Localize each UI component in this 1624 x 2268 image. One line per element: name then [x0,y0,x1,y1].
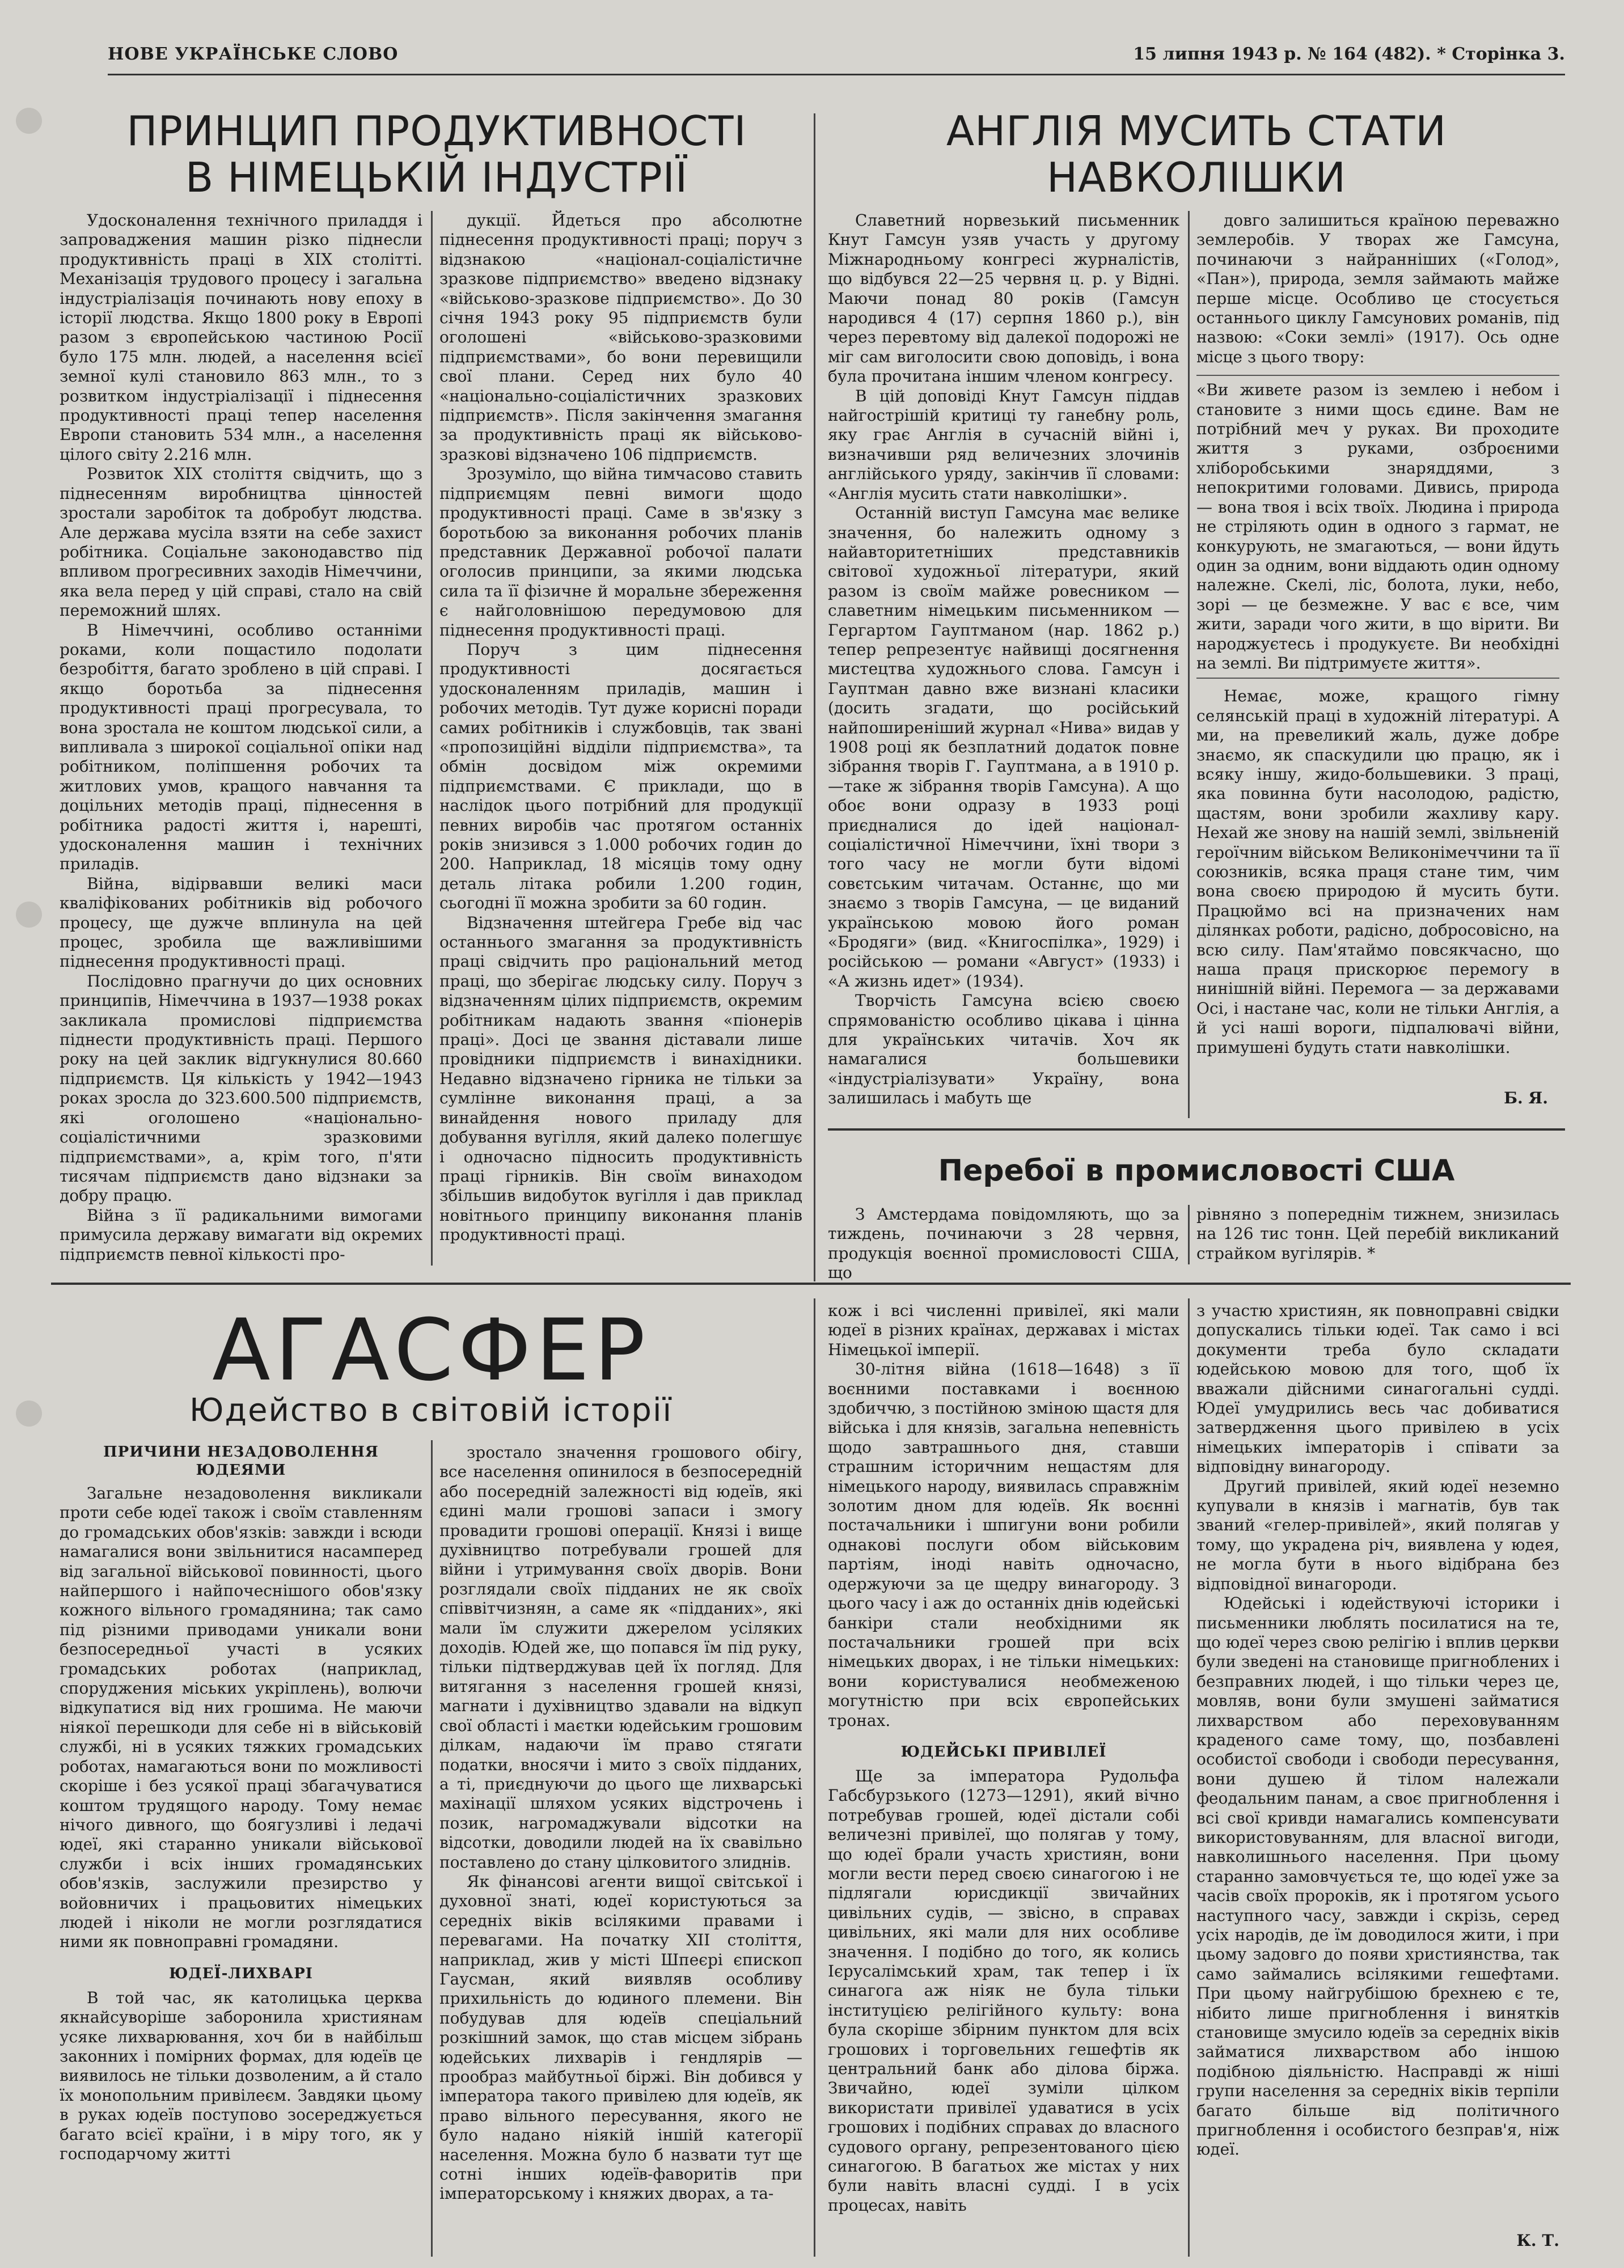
column-divider [1188,1205,1190,1264]
page-divider [51,1283,1571,1285]
issue-date: 15 липня 1943 р. № 164 (482). * Сторінка 3. [1133,44,1565,64]
section-divider [828,1128,1565,1131]
article4-subtitle: Юдейство в світовій історії [189,1392,673,1429]
article2-column-2: довго залишиться країною переважно землеробів. У творах же Гамсуна, починаючи з найранніших («Голод», «Пан»), природа, земля займають майже перше місце. Особливо це стосується останнього циклу Гамсунових романів, під назвою: «Соки землі» (1917). Ось одне місце з цього твору: «Ви живете разом із землею і небом і становите з ними щось єдине. Вам не потрібний меч у руках. Ви проходите життя з руками, озброєними хліборобськими знаряддями, з непокритими головами. Дивись, природа — вона твоя і всіх твоїх. Людина і природа не стріляють один в одного з гармат, не конкурують, не змагаються, — вони йдуть один за одним, вони віддають один одному належне. Скелі, ліс, болота, луки, небо, зорі — це безмежне. У вас є все, чим жити, заради чого жити, в що вірити. Ви народжуєтесь і продукуєте. Ви необхідні на землі. Ви підтримуєте життя». Немає, може, кращого гімну селянській праці в художній літературі. А ми, на превеликий жаль, дуже добре знаємо, як спаскудили цю працю, як і всяку іншу, жидо-большевики. З праці, яка повинна бути насолодою, радістю, щастям, вони зробили жахливу кару. Нехай же знову на нашій землі, звільненій героїчним військом Великонімеччини та її союзників, всяка праця стане тим, чим вона своєю природою й мусить бути. Працюймо всі на призначених нам ділянках роботи, радісно, добросовісно, на всю силу. Пам'ятаймо повсякчасно, що наша праця прискорює перемогу в нинішній війні. Перемога — за державами Осі, і настане час, коли не тільки Англія, а й усі наші вороги, підпалювачі війни, примушені будуть стати навколішки. [1196,211,1559,1057]
article4-column-2: зростало значення грошового обігу, все населення опинилося в безпосередній або посередній залежності від юдеїв, які єдині мали грошові запаси і змогу провадити грошові операції. Князі і вище духівництво потребували грошей для війни і утримування своїх дворів. Вони розглядали своїх підданих не як своїх співвітчизнян, а саме як «підданих», які мали їм служити джерелом усіляких доходів. Юдей же, що попався їм під руку, тільки підтверджував цей їх погляд. Для витягання з населення грошей князі, магнати і духівництво здавали на відкуп свої області і маєтки юдейським грошовим ділкам, надаючи їм право стягати податки, вносячи і мито з своїх підданих, а ті, приєднуючи до цього ще лихварські махінації шляхом усяких відстрочень і позик, нагромаджували відсотки на відсотки, доводили людей на їх свавільно поставлено до стану цілковитого злиднів. Як фінансові агенти вищої світської і духовної знаті, юдеї користуються за середніх віків всілякими правами і перевагами. На початку XII століття, наприклад, жив у місті Шпеєрі єпископ Гаусман, який виявляв особливу прихильність до юдиного племени. Він побудував для юдеїв спеціальний розкішний замок, що став місцем зібрань юдейських лихварів і гендлярів — прообраз майбутньої біржі. Він добився у імператора такого привілею для юдеїв, як право вільного пересування, якого не було надано ніякій іншій категорії населення. Можна було б назвати тут ще сотні інших юдеїв-фаворитів при імператорському і княжих дворах, а та- [439,1443,802,2203]
article2-signature: Б. Я. [1504,1089,1548,1107]
hamsun-quote: «Ви живете разом із землею і небом і становите з ними щось єдине. Вам не потрібний меч у руках. Ви проходите життя з руками, озброєними хліборобськими знаряддями, з непокритими головами. Дивись, природа — вона твоя і всіх твоїх. Людина і природа не стріляють один в одного з гармат, не конкурують, не змагаються, — вони йдуть один за одним, вони віддають один одному належне. Скелі, ліс, болота, луки, небо, зорі — це безмежне. У вас є все, чим жити, заради чого жити, в що вірити. Ви народжуєтесь і продукуєте. Ви необхідні на землі. Ви підтримуєте життя». [1196,375,1559,679]
article2-column-1: Славетний норвезький письменник Кнут Гамсун узяв участь у другому Міжнародньому конгресі журналістів, що відбувся 22—25 червня ц. р. у Відні. Маючи понад 80 років (Гамсун народився 4 (17) серпня 1860 р.), він через перевтому від далекої подорожі не міг сам виголосити свою доповідь, і вона була прочитана іншим членом конгресу. В цій доповіді Кнут Гамсун піддав найгострішій критиці ту ганебну роль, яку грає Англія в сучасній війні і, визначивши ряд величезних злочинів англійського уряду, закінчив її словами: «Англія мусить стати навколішки». Останній виступ Гамсуна має велике значення, бо належить одному з найавторитетніших представників світової художньої літератури, який разом із своїм майже ровесником — славетним німецьким письменником — Гергартом Гауптманом (нар. 1862 р.) тепер репрезентує найвищі досягнення мистецтва художнього слова. Гамсун і Гауптман давно вже визнані класики (досить згадати, що російський найпоширеніший журнал «Нива» видав у 1908 році як безплатний додаток повне зібрання творів Г. Гауптмана, а в 1910 р.—таке ж зібрання творів Гамсуна). А що обоє вони одразу в 1933 році приєдналися до ідей націонал-соціалістичної Німеччини, їхні твори з того часу не могли бути відомі совєтським читачам. Останнє, що ми знаємо з творів Гамсуна, — це виданий українською мовою його роман «Бродяги» (вид. «Книгоспілка», 1929) і російською — романи «Август» (1933) і «А жизнь идет» (1934). Творчість Гамсуна всією своєю спрямованістю особливо цікава і цінна для українських читачів. Хоч як намагалися большевики «індустріалізувати» Україну, вона залишилась і мабуть ще [828,211,1179,1108]
article4-title: АГАСФЕР [212,1301,650,1400]
masthead [108,40,1565,75]
column-divider [431,211,433,1266]
article1-headline: ПРИНЦИП ПРОДУКТИВНОСТІ В НІМЕЦЬКІЙ ІНДУСТРІЇ [126,107,747,201]
article4-column-4: з участю християн, як повноправні свідки допускались тільки юдеї. Так само і всі документи треба було складати юдейською мовою для того, щоб їх вважали дійсними синагогальні судді. Юдеї умудрились весь час добиватися затвердження цього привілею в усіх німецьких імператорів і співати за відповідну винагороду. Другий привілей, який юдеї неземно купували в князів і магнатів, був так званий «гелер-привілей», який полягав у тому, що украдена річ, виявлена у юдея, не могла бути в нього відібрана без відповідної винагороди. Юдейські і юдействуючі історики і письменники люблять посилатися на те, що юдеї через свою релігію і вплив церкви були зведені на становище пригноблених і безправних людей, і що тільки через це, мовляв, вони були змушені займатися лихварством або переховуванням краденого саме тому, що, позбавлені особистої свободи і свободи пересування, вони душею й тілом належали феодальним панам, а своє пригноблення і всі свої кривди намагались компенсувати використовуванням, для власної вигоди, навколишнього населення. При цьому старанно замовчується те, що юдеї уже за часів своїх пророків, як і протягом усього наступного часу, завжди і скрізь, серед усіх народів, де їм доводилося жити, і при цьому задовго до появи християнства, так само займались всілякими гешефтами. При цьому найгрубішою брехнею є те, нібито лише пригноблення і винятків становище змусило юдеїв за середніх віків займатися лихварством або іншою подібною діяльністю. Насправді ж ніші групи населення за середніх віків терпіли багато більше від політичного пригноблення і особистого безправ'я, ніж юдеї. [1196,1301,1559,2159]
article1-column-2: дукції. Йдеться про абсолютне піднесення продуктивності праці; поруч з відзнакою «націонал-соціалістичне зразкове підприємство» введено відзнаку «військово-зразкове підприємство». До 30 січня 1943 року 95 підприємств були оголошені «військово-зразковими підприємствами», бо вони перевищили свої плани. Серед них було 40 «національно-соціалістичних зразкових підприємств». Після закінчення змагання за продуктивність праці як військово-зразкові відзначено 106 підприємств. Зрозуміло, що війна тимчасово ставить підприємцям певні вимоги щодо продуктивності праці. Саме в зв'язку з боротьбою за виконання робочих планів представник Державної робочої палати оголосив принципи, за якими людська сила та її фізичне й моральне збереження є найголовнішою передумовою для піднесення продуктивності праці. Поруч з цим піднесення продуктивності досягається удосконаленням приладів, машин і робочих методів. Тут дуже корисні поради самих робітників і службовців, так звані «пропозиційні відділи підприємства», та обмін досвідом між окремими підприємствами. Є приклади, що в наслідок цього потрібний для продукції певних виробів час протягом останніх років знизився з 1.000 робочих годин до 200. Наприклад, 18 місяців тому одну деталь літака робили 1.200 годин, сьогодні її можна зробити за 60 годин. Відзначення штейгера Гребе від час останнього змагання за продуктивність праці свідчить про раціональний метод праці, що зберігає людську силу. Поруч з відзначенням цілих підприємств, окремим робітникам надають звання «піонерів праці». Досі це звання діставали лише провідники підприємств і винахідники. Недавно відзначено гірника не тільки за сумлінне виконання праці, а за винайдення нового приладу для добування вугілля, який далеко полегшує і одночасно підносить продуктивність праці гірників. Він своїм винаходом збільшив видобуток вугілля і дав приклад новітнього принципу виконання планів продуктивності праці. [439,211,802,1245]
article1-column-1: Удосконалення технічного приладдя і запроваджения машин різко піднесли продуктивність праці в XIX столітті. Механізація трудового процесу і загальна індустріалізація починають нову епоху в історії людства. Якщо 1800 року в Европі разом з європейською частиною Росії було 175 млн. людей, а населення всієї земної кулі становило 863 млн., то з розвитком індустріалізації і піднесення продуктивності праці тепер населення Европи становить 534 млн., а населення цілого світу 2.216 млн. Розвиток XIX століття свідчить, що з піднесенням виробництва цінностей зростали заробіток та добробут людства. Але держава мусіла взяти на себе захист робітника. Соціальне законодавство під впливом прогресивних заходів Німеччини, яка вела перед у цій справі, стало на свій переможний шлях. В Німеччині, особливо останніми роками, коли пощастило подолати безробіття, багато зроблено в цій справі. І якщо боротьба за піднесення продуктивності праці прогресувала, то вона зростала не коштом людської сили, а випливала з широкої соціальної опіки над робітником, поліпшення робочих та житлових умов, кращого навчання та доцільних методів праці, піднесення в робітника радості життя і, нарешті, удосконалення машин і технічних приладів. Війна, відірвавши великі маси кваліфікованих робітників від робочого процесу, ще дужче вплинула на цей процес, зробила ще важливішими піднесення продуктивності праці. Послідовно прагнучи до цих основних принципів, Німеччина в 1937—1938 роках закликала промислові підприємства піднести продуктивність праці. Першого року на цей заклик відгукнулися 80.660 підприємств. Ця кількість у 1942—1943 роках зросла до 323.600.500 підприємств, які оголошено «національно-соціалістичними зразковими підприємствами», а, крім того, п'яти тисячам підприємств дано відзнаки за добру працю. Війна з її радикальними вимогами примусила державу вимагати від окремих підприємств певної кількості про- [60,211,422,1264]
article4-column-3: кож і всі численні привілеї, які мали юдеї в різних країнах, державах і містах Німецької імперії. 30-літня війна (1618—1648) з її воєнними поставками і воєнною здобиччю, з постійною зміною щастя для війська і для князів, загальна непевність щодо завтрашнього дня, ставши страшним історичним нещастям для німецького народу, виявилась справжнім золотим дном для юдеїв. Як воєнні постачальники і шпигуни вони робили однакові послуги обом військовим партіям, іноді навіть одночасно, одержуючи за це щедру винагороду. З цього часу і аж до останніх днів юдейські банкіри стали необхідними як постачальники грошей при всіх німецьких дворах, і не тільки німецьких: вони користувалися необмеженою могутністю при всіх європейських тронах. ЮДЕЙСЬКІ ПРИВІЛЕЇ Ще за імператора Рудольфа Габсбурзького (1273—1291), який вічно потребував грошей, юдеї дістали собі величезні привілеї, що полягав у тому, що юдеї брали участь християн, вони могли вести перед своєю синагогою і не підлягали юрисдикції звичайних цивільних судів, — звісно, в справах цивільних, які мали для них особливе значення. І подібно до того, як колись Ієрусалімський храм, так тепер і їх синагога аж ніяк не була тільки інституцією релігійного культу: вона була скоріше збірним пунктом для всіх грошових і торговельних гешефтів як центральний банк або ділова біржа. Звичайно, юдеї зуміли цілком використати привілеї удаватися в усіх грошових і подібних справах до власного судового органу, репрезентованого цією синагогою. В багатьох же містах у них були навіть власні судді. І в усіх процесах, навіть [828,1301,1179,2215]
section-heading: ПРИЧИНИ НЕЗАДОВОЛЕННЯ ЮДЕЯМИ [103,1444,379,1479]
article4-signature: К. Т. [1516,2231,1559,2250]
column-divider [1188,211,1190,1118]
article3-headline: Перебої в промисловості США [938,1154,1455,1188]
article2-headline: АНГЛІЯ МУСИТЬ СТАТИ НАВКОЛІШКИ [946,107,1447,201]
punch-hole [16,902,42,928]
punch-hole [16,108,42,134]
column-divider [814,1298,815,2257]
column-divider [431,1440,433,2257]
article3-column-2: рівняно з попереднім тижнем, знизилась на 126 тис тонн. Цей перебій викликаний страйком вугілярів. * [1196,1205,1559,1263]
punch-hole [16,1400,42,1427]
newspaper-name: НОВЕ УКРАЇНСЬКЕ СЛОВО [108,44,399,64]
section-heading: ЮДЕЙСЬКІ ПРИВІЛЕЇ [900,1743,1107,1761]
article4-column-1: ПРИЧИНИ НЕЗАДОВОЛЕННЯ ЮДЕЯМИ Загальне незадоволення викликали проти себе юдеї також і своїм ставленням до громадських обов'язків: завжди і всюди намагалися вони звільнитися насамперед від загальної військової повинності, цього найпершого і найпочеснішого обов'язку кожного вільного громадянина; так само під різними приводами уникали вони безпосередньої участі в усяких громадських роботах (наприклад, споруджения міських укріплень), волючи відкупатися від них грошима. Не маючи ніякої перешкоди для себе ні в військовій службі, ні в усяких тяжких громадських роботах, намагаються вони по можливості скоріше і без усякої праці збагачуватися коштом трудящого народу. Тому немає нічого дивного, що боягузливі і ледачі юдеї, які старанно уникали військової служби і всіх інших громадянських обов'язків, заслужили презирство у войовничих і працьовитих німецьких людей і ніколи не могли розглядатися ними як повноправні громадяни. ЮДЕЇ-ЛИХВАРІ В той час, як католицька церква якнайсуворіше заборонила християнам усяке лихварювання, хоч би в найбільш законних і помірних формах, для юдеїв це виявилось не тільки дозволеним, а й стало їх монопольним привілеєм. Завдяки цьому в руках юдеїв поступово зосереджується багато всієї країни, і в міру того, як у господарчому житті [60,1444,422,2163]
article3-column-1: З Амстердама повідомляють, що за тиждень, починаючи з 28 червня, продукція воєнної промисловості США, що [828,1205,1179,1283]
column-divider [1188,1298,1190,2257]
section-heading: ЮДЕЇ-ЛИХВАРІ [169,1965,313,1982]
article-divider [814,113,815,1281]
